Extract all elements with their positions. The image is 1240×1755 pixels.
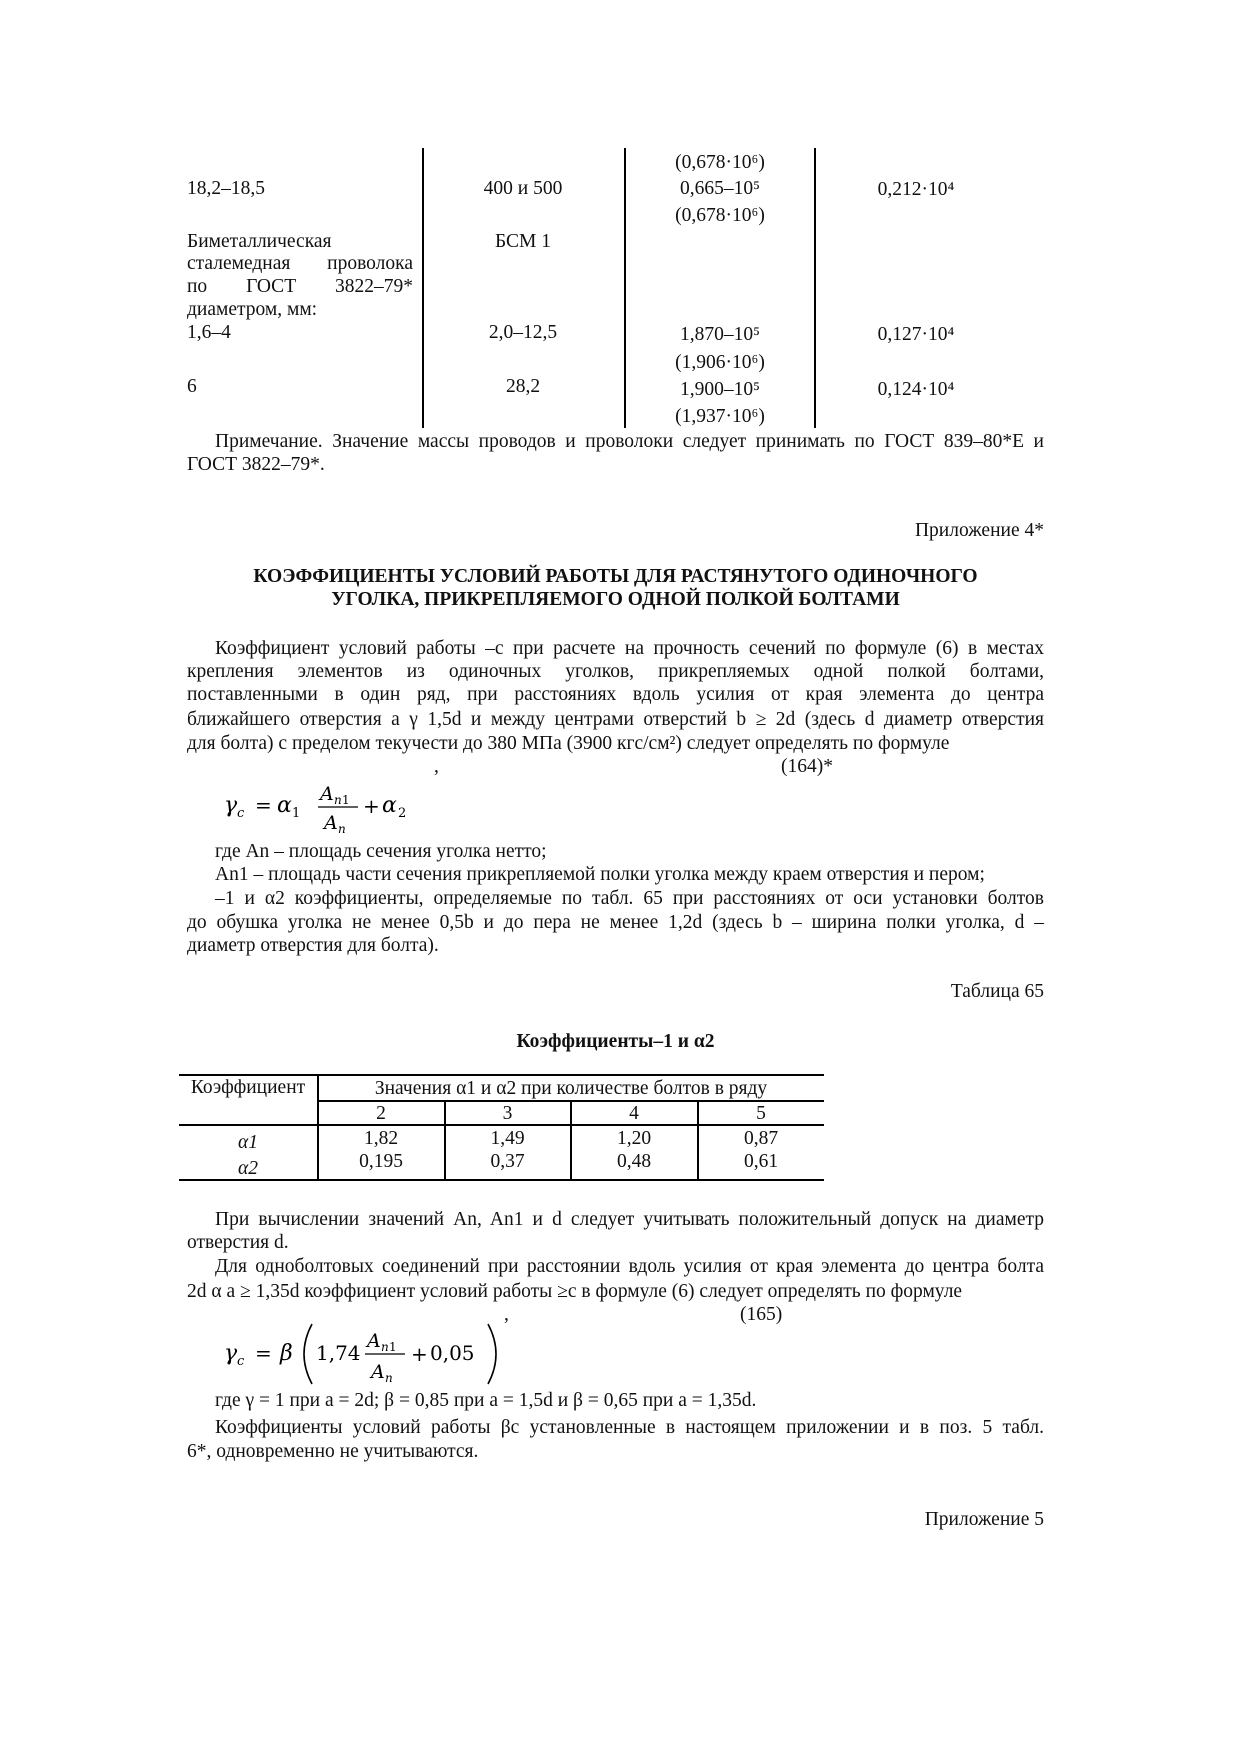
svg-text:2: 2 [398, 806, 407, 821]
table-cell: 1,20 [616, 1128, 652, 1149]
svg-text:=: = [255, 793, 272, 817]
table-cell: (0,678·10⁶) [675, 152, 765, 173]
paragraph-line: крепления элементов из одиночных уголков, прикрепляемых одной полкой болтами, [187, 661, 1044, 682]
paragraph-line: для болта) с пределом текучести до 380 МПа (3900 кгс/см²) следует определять по формуле [187, 733, 950, 754]
appendix-label: Приложение 4* [914, 520, 1044, 541]
table-cell: 0,61 [743, 1151, 779, 1172]
table-header-cell: Значения α1 и α2 при количестве болтов в ряду [374, 1078, 768, 1099]
svg-text:n: n [381, 1340, 389, 1354]
paragraph-line: Коэффициент условий работы –c при расчете на прочность сечений по формуле (6) в местах [215, 638, 1044, 659]
table-rule [179, 1124, 824, 1126]
table-cell: диаметром, мм: [187, 299, 318, 320]
table-header-cell: 3 [502, 1103, 513, 1124]
table-divider [624, 148, 626, 428]
paragraph-line: ближайшего отверстия a γ 1,5d и между центрами отверстий b ≥ 2d (здесь d диаметр отверстия [187, 709, 1044, 730]
formula-comma: , [434, 756, 439, 777]
where-line: An1 – площадь части сечения прикрепляемой полки уголка между краем отверстия и пером; [215, 864, 985, 885]
table-cell: 1,870–10⁵ [680, 324, 760, 345]
table-header-cell: 4 [629, 1103, 639, 1124]
table-cell: 18,2–18,5 [187, 178, 265, 199]
paragraph-line: 2d α a ≥ 1,35d коэффициент условий работы ≥c в формуле (6) следует определять по формуле [187, 1281, 963, 1302]
svg-text:A: A [371, 1361, 385, 1383]
table-cell: 0,124·10⁴ [877, 379, 955, 400]
formula-number: (165) [740, 1304, 783, 1325]
svg-text:A: A [367, 1330, 381, 1352]
svg-text:n: n [338, 822, 346, 836]
svg-text:n: n [385, 1371, 393, 1385]
svg-text:1: 1 [342, 793, 350, 807]
paragraph-line: При вычислении значений An, An1 и d следует учитывать положительный допуск на диаметр [215, 1209, 1044, 1230]
paragraph-line: Для одноболтовых соединений при расстоянии вдоль усилия от края элемента до центра болта [215, 1256, 1044, 1277]
svg-text:+: + [411, 1342, 428, 1366]
formula-comma: , [504, 1304, 509, 1325]
table-label: Таблица 65 [950, 981, 1044, 1002]
table-cell: 1,49 [490, 1128, 525, 1149]
table-title: Коэффициенты–1 и α2 [516, 1031, 715, 1052]
table-row-label: α1 [238, 1132, 258, 1153]
table-cell: 1,82 [363, 1128, 399, 1149]
svg-text:α: α [382, 793, 397, 818]
table-cell: 28,2 [505, 376, 541, 397]
where-line: до обушка уголка не менее 0,5b и до пера не менее 1,2d (здесь b – ширина полки уголка, d – [187, 912, 1044, 933]
table-row-label: α2 [238, 1158, 258, 1179]
svg-text:c: c [237, 806, 245, 821]
svg-text:A: A [324, 812, 338, 834]
where-line: где An – площадь сечения уголка нетто; [215, 841, 547, 862]
table-cell: 0,87 [743, 1128, 779, 1149]
svg-text:1: 1 [389, 1340, 397, 1354]
svg-text:0,05: 0,05 [430, 1341, 475, 1365]
svg-text:γ: γ [224, 793, 238, 818]
svg-text:1: 1 [292, 806, 301, 821]
paragraph-line: отверстия d. [187, 1232, 289, 1253]
table-cell: 0,212·10⁴ [877, 179, 955, 200]
where-line: диаметр отверстия для болта). [187, 935, 439, 956]
svg-text:+: + [363, 794, 380, 818]
section-heading: КОЭФФИЦИЕНТЫ УСЛОВИЙ РАБОТЫ ДЛЯ РАСТЯНУТОГО ОДИНОЧНОГО [253, 566, 978, 587]
table-note: Примечание. Значение массы проводов и проволоки следует принимать по ГОСТ 839–80*Е и ГОСТ 3822–79*. [187, 431, 1044, 475]
table-cell: 1,900–10⁵ [680, 379, 760, 400]
paragraph-line: поставленными в один ряд, при расстояниях вдоль усилия от края элемента до центра [187, 684, 1044, 705]
appendix-label: Приложение 5 [924, 1509, 1044, 1530]
svg-text:1,74: 1,74 [316, 1341, 361, 1365]
svg-text:β: β [280, 1341, 293, 1366]
table-cell: 1,6–4 [187, 322, 231, 343]
table-cell: (1,906·10⁶) [675, 352, 765, 373]
table-cell: Биметаллическая [187, 231, 332, 252]
table-cell: 6 [187, 376, 197, 397]
table-cell: 0,665–10⁵ [680, 178, 760, 199]
table-header-cell: 5 [756, 1103, 766, 1124]
table-cell: 2,0–12,5 [488, 322, 558, 343]
svg-text:α: α [277, 793, 292, 818]
table-cell: (0,678·10⁶) [675, 205, 765, 226]
table-header-cell: 2 [376, 1103, 386, 1124]
svg-text:n: n [334, 793, 342, 807]
svg-text:=: = [255, 1341, 272, 1365]
table-cell: 0,127·10⁴ [877, 324, 955, 345]
svg-text:A: A [320, 783, 334, 805]
table-rule [179, 1179, 824, 1181]
table-header-cell: Коэффициент [190, 1077, 306, 1098]
table-rule [179, 1074, 824, 1076]
where-line: –1 и α2 коэффициенты, определяемые по табл. 65 при расстояниях от оси установки болтов [215, 888, 1044, 909]
where-line: где γ = 1 при a = 2d; β = 0,85 при a = 1,5d и β = 0,65 при a = 1,35d. [215, 1390, 757, 1411]
svg-text:c: c [237, 1354, 245, 1369]
table-cell: 400 и 500 [483, 178, 563, 199]
table-cell: 0,37 [490, 1151, 525, 1172]
table-cell: 0,195 [359, 1151, 403, 1172]
table-cell: сталемедная проволока [187, 253, 413, 274]
table-cell: 0,48 [616, 1151, 652, 1172]
paragraph-line: Коэффициенты условий работы βc установленные в настоящем приложении и в поз. 5 табл. [215, 1417, 1044, 1438]
section-heading: УГОЛКА, ПРИКРЕПЛЯЕМОГО ОДНОЙ ПОЛКОЙ БОЛТАМИ [331, 589, 900, 610]
table-cell: БСМ 1 [494, 231, 552, 252]
formula-165 [222, 1316, 512, 1397]
svg-text:γ: γ [224, 1341, 238, 1366]
table-cell: по ГОСТ 3822–79* [187, 276, 413, 297]
formula-164 [222, 776, 442, 841]
table-cell: (1,937·10⁶) [675, 406, 765, 427]
paragraph-line: 6*, одновременно не учитываются. [187, 1441, 479, 1462]
formula-number: (164)* [781, 756, 833, 777]
